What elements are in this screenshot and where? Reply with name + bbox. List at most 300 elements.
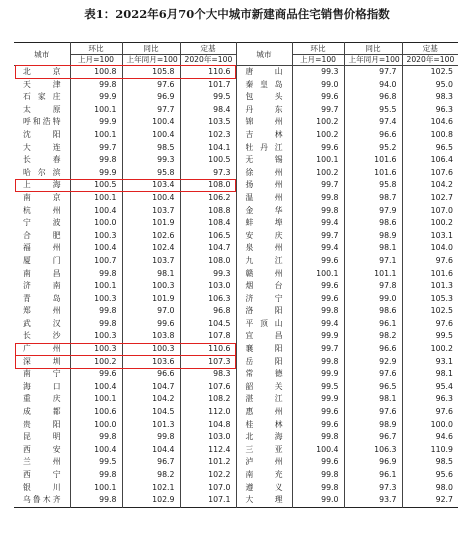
left-yoy-value: 102.4 [122, 242, 180, 255]
right-base-value: 100.8 [430, 129, 453, 139]
right-mom-value: 99.7 [292, 104, 344, 117]
header-yoy-sub-right: 上年同月=100 [344, 55, 402, 66]
left-mom-value: 100.1 [70, 482, 122, 495]
right-yoy-value: 96.8 [344, 91, 402, 104]
left-city-name: 武汉 [14, 318, 70, 331]
left-city-name: 厦门 [14, 255, 70, 268]
right-yoy-value: 97.3 [344, 482, 402, 495]
right-mom-value: 99.6 [292, 91, 344, 104]
table-row [14, 456, 458, 469]
right-base-value: 95.0 [435, 79, 453, 89]
header-base-left: 定基 [180, 43, 236, 55]
left-mom-value: 99.6 [70, 368, 122, 381]
left-city-name: 昆明 [14, 431, 70, 444]
right-city-name: 岳阳 [236, 356, 292, 369]
left-mom-value: 100.4 [70, 444, 122, 457]
right-base-value: 95.6 [435, 470, 453, 479]
right-base-value: 93.1 [435, 356, 453, 366]
header-mom-left: 环比 [70, 43, 122, 55]
right-city-name: 南充 [236, 469, 292, 482]
left-yoy-value: 104.4 [122, 444, 180, 457]
right-base-value: 97.6 [435, 407, 453, 417]
right-mom-value: 100.2 [292, 116, 344, 129]
right-city-name: 徐州 [236, 167, 292, 180]
header-city-right: 城市 [236, 43, 292, 66]
right-base-value: 107.0 [430, 205, 453, 215]
left-yoy-value: 103.4 [122, 179, 180, 192]
left-mom-value: 99.5 [70, 456, 122, 469]
table-row [14, 66, 458, 79]
table-row [14, 444, 458, 457]
right-mom-value: 99.9 [292, 330, 344, 343]
left-city-name: 重庆 [14, 393, 70, 406]
right-yoy-value: 92.9 [344, 356, 402, 369]
left-mom-value: 100.4 [70, 381, 122, 394]
left-base-value: 107.8 [180, 330, 236, 343]
left-yoy-value: 97.6 [122, 79, 180, 92]
left-base-value: 101.2 [180, 456, 236, 469]
table-body [14, 66, 458, 508]
left-yoy-value: 101.9 [122, 293, 180, 306]
left-city-name: 杭州 [14, 205, 70, 218]
left-mom-value: 100.4 [70, 205, 122, 218]
right-base-value: 98.3 [435, 92, 453, 102]
right-base-value: 102.5 [430, 67, 453, 76]
right-yoy-value: 96.6 [344, 343, 402, 356]
right-mom-value: 99.7 [292, 179, 344, 192]
left-yoy-value: 102.9 [122, 494, 180, 507]
right-yoy-value: 101.6 [344, 167, 402, 180]
left-yoy-value: 96.9 [122, 91, 180, 104]
left-city-name: 兰州 [14, 456, 70, 469]
left-base-value: 100.5 [180, 154, 236, 167]
right-yoy-value: 96.5 [344, 381, 402, 394]
right-base-value: 95.4 [435, 381, 453, 391]
left-mom-value: 99.9 [70, 116, 122, 129]
left-yoy-value: 102.6 [122, 230, 180, 243]
left-base-value: 104.1 [180, 142, 236, 155]
left-mom-value: 100.6 [70, 406, 122, 419]
right-mom-value: 100.1 [292, 268, 344, 281]
header-yoy-right: 同比 [344, 43, 402, 55]
header-city-left: 城市 [14, 43, 70, 66]
table-row [14, 192, 458, 205]
left-yoy-value: 95.8 [122, 167, 180, 180]
right-city-name: 牡丹江 [236, 142, 292, 155]
header-mom-sub-left: 上月=100 [70, 55, 122, 66]
right-yoy-value: 96.1 [344, 318, 402, 331]
right-yoy-value: 96.9 [344, 456, 402, 469]
left-city-name: 深圳 [14, 356, 70, 369]
right-yoy-value: 97.9 [344, 205, 402, 218]
table-row [14, 356, 458, 369]
left-base-value: 108.4 [180, 217, 236, 230]
left-city-name: 呼和浩特 [14, 116, 70, 129]
left-city-name: 青岛 [14, 293, 70, 306]
table-row [14, 280, 458, 293]
left-base-value: 112.0 [180, 406, 236, 419]
left-mom-value: 100.4 [70, 242, 122, 255]
left-city-name: 西宁 [14, 469, 70, 482]
left-base-value: 102.3 [180, 129, 236, 142]
right-city-name: 无锡 [236, 154, 292, 167]
left-base-value: 104.8 [180, 419, 236, 432]
left-yoy-value: 103.7 [122, 205, 180, 218]
right-yoy-value: 97.4 [344, 116, 402, 129]
left-yoy-value: 96.6 [122, 368, 180, 381]
right-yoy-value: 97.6 [344, 406, 402, 419]
right-yoy-value: 94.0 [344, 79, 402, 92]
left-mom-value: 99.8 [70, 494, 122, 507]
right-yoy-value: 98.6 [344, 217, 402, 230]
left-mom-value: 100.5 [70, 179, 122, 192]
right-mom-value: 99.6 [292, 406, 344, 419]
right-city-name: 襄阳 [236, 343, 292, 356]
right-city-name: 韶关 [236, 381, 292, 394]
right-city-name: 泸州 [236, 456, 292, 469]
left-base-value: 108.2 [180, 393, 236, 406]
right-mom-value: 99.6 [292, 419, 344, 432]
left-mom-value: 99.9 [70, 91, 122, 104]
right-mom-value: 99.8 [292, 356, 344, 369]
right-yoy-value: 96.6 [344, 129, 402, 142]
left-city-name: 南京 [14, 192, 70, 205]
left-city-name: 乌鲁木齐 [14, 494, 70, 507]
right-base-value: 106.4 [430, 155, 453, 165]
left-mom-value: 99.8 [70, 318, 122, 331]
right-yoy-value: 98.6 [344, 305, 402, 318]
table-row [14, 330, 458, 343]
left-base-value: 106.3 [180, 293, 236, 306]
right-base-value: 100.0 [430, 419, 453, 429]
left-mom-value: 100.0 [70, 217, 122, 230]
table-row [14, 381, 458, 394]
left-city-name: 南昌 [14, 268, 70, 281]
right-city-name: 唐山 [236, 66, 292, 79]
right-city-name: 泉州 [236, 242, 292, 255]
left-mom-value: 100.1 [70, 129, 122, 142]
right-city-name: 桂林 [236, 419, 292, 432]
right-mom-value: 99.0 [292, 494, 344, 507]
left-city-name: 天津 [14, 79, 70, 92]
right-yoy-value: 98.1 [344, 393, 402, 406]
left-base-value: 112.4 [180, 444, 236, 457]
table-row [14, 142, 458, 155]
left-city-name: 北京 [14, 66, 70, 79]
right-city-name: 平顶山 [236, 318, 292, 331]
right-mom-value: 99.4 [292, 217, 344, 230]
left-base-value: 106.5 [180, 230, 236, 243]
left-base-value: 104.7 [180, 242, 236, 255]
table-row [14, 406, 458, 419]
price-index-table [14, 42, 458, 508]
table-row [14, 268, 458, 281]
left-mom-value: 100.1 [70, 393, 122, 406]
right-base-value: 104.2 [430, 180, 453, 190]
right-city-name: 包头 [236, 91, 292, 104]
table-row [14, 129, 458, 142]
table-row [14, 482, 458, 495]
right-city-name: 锦州 [236, 116, 292, 129]
left-city-name: 成都 [14, 406, 70, 419]
right-mom-value: 99.6 [292, 280, 344, 293]
right-mom-value: 99.4 [292, 318, 344, 331]
right-mom-value: 99.8 [292, 482, 344, 495]
header-yoy-left: 同比 [122, 43, 180, 55]
right-mom-value: 99.8 [292, 192, 344, 205]
right-yoy-value: 97.6 [344, 368, 402, 381]
left-city-name: 西安 [14, 444, 70, 457]
right-mom-value: 99.6 [292, 255, 344, 268]
table-row [14, 469, 458, 482]
right-mom-value: 99.9 [292, 393, 344, 406]
right-base-value: 96.3 [435, 394, 453, 404]
left-yoy-value: 104.2 [122, 393, 180, 406]
left-base-value: 103.5 [180, 116, 236, 129]
right-base-value: 98.1 [435, 369, 453, 379]
right-base-value: 105.3 [430, 293, 453, 303]
right-yoy-value: 98.1 [344, 242, 402, 255]
table-row [14, 167, 458, 180]
right-yoy-value: 93.7 [344, 494, 402, 507]
left-yoy-value: 100.4 [122, 116, 180, 129]
left-base-value: 99.5 [180, 91, 236, 104]
left-yoy-value: 96.7 [122, 456, 180, 469]
left-base-value: 107.0 [180, 482, 236, 495]
left-mom-value: 100.3 [70, 343, 122, 356]
right-base-value: 99.5 [435, 331, 453, 341]
left-mom-value: 99.7 [70, 142, 122, 155]
left-yoy-value: 100.4 [122, 129, 180, 142]
left-yoy-value: 98.5 [122, 142, 180, 155]
left-mom-value: 100.2 [70, 356, 122, 369]
right-city-name: 湛江 [236, 393, 292, 406]
right-city-name: 遵义 [236, 482, 292, 495]
right-mom-value: 99.3 [292, 66, 344, 79]
left-city-name: 银川 [14, 482, 70, 495]
right-yoy-value: 98.7 [344, 192, 402, 205]
right-base-value: 103.1 [430, 230, 453, 240]
table-title: 表1：2022年6月70个大中城市新建商品住宅销售价格指数 [84, 7, 390, 21]
left-mom-value: 99.9 [70, 167, 122, 180]
right-city-name: 温州 [236, 192, 292, 205]
right-yoy-value: 98.9 [344, 230, 402, 243]
right-yoy-value: 99.0 [344, 293, 402, 306]
right-yoy-value: 95.2 [344, 142, 402, 155]
left-base-value: 103.0 [180, 431, 236, 444]
left-base-value: 110.6 [180, 343, 236, 356]
right-mom-value: 99.6 [292, 456, 344, 469]
left-yoy-value: 105.8 [122, 66, 180, 79]
right-city-name: 洛阳 [236, 305, 292, 318]
left-mom-value: 100.7 [70, 255, 122, 268]
right-mom-value: 99.4 [292, 242, 344, 255]
right-mom-value: 99.6 [292, 293, 344, 306]
table-row [14, 79, 458, 92]
left-base-value: 102.2 [180, 469, 236, 482]
table-row [14, 431, 458, 444]
left-city-name: 沈阳 [14, 129, 70, 142]
left-mom-value: 100.3 [70, 293, 122, 306]
left-city-name: 大连 [14, 142, 70, 155]
right-city-name: 济宁 [236, 293, 292, 306]
right-mom-value: 99.8 [292, 305, 344, 318]
left-city-name: 郑州 [14, 305, 70, 318]
left-city-name: 哈尔滨 [14, 167, 70, 180]
right-city-name: 蚌埠 [236, 217, 292, 230]
left-mom-value: 99.8 [70, 268, 122, 281]
header-base-sub-right: 2020年=100 [402, 55, 458, 66]
left-base-value: 107.1 [180, 494, 236, 507]
table-row [14, 116, 458, 129]
left-mom-value: 99.8 [70, 469, 122, 482]
right-base-value: 94.6 [435, 432, 453, 442]
header-base-right: 定基 [402, 43, 458, 55]
left-base-value: 107.3 [180, 356, 236, 369]
table-row [14, 217, 458, 230]
table-row [14, 255, 458, 268]
left-yoy-value: 100.4 [122, 192, 180, 205]
left-base-value: 107.6 [180, 381, 236, 394]
left-yoy-value: 99.3 [122, 154, 180, 167]
header-yoy-sub-left: 上年同月=100 [122, 55, 180, 66]
left-city-name: 合肥 [14, 230, 70, 243]
left-base-value: 110.6 [180, 66, 236, 79]
right-city-name: 赣州 [236, 268, 292, 281]
right-mom-value: 99.8 [292, 205, 344, 218]
left-yoy-value: 98.1 [122, 268, 180, 281]
left-city-name: 石家庄 [14, 91, 70, 104]
right-yoy-value: 95.5 [344, 104, 402, 117]
right-mom-value: 100.4 [292, 444, 344, 457]
right-city-name: 九江 [236, 255, 292, 268]
left-mom-value: 99.8 [70, 305, 122, 318]
table-row [14, 179, 458, 192]
right-yoy-value: 101.1 [344, 268, 402, 281]
left-city-name: 福州 [14, 242, 70, 255]
table-row [14, 242, 458, 255]
left-city-name: 长春 [14, 154, 70, 167]
left-base-value: 108.0 [180, 179, 236, 192]
left-yoy-value: 103.8 [122, 330, 180, 343]
right-city-name: 烟台 [236, 280, 292, 293]
right-base-value: 101.3 [430, 281, 453, 291]
right-base-value: 107.6 [430, 167, 453, 177]
left-base-value: 98.4 [180, 104, 236, 117]
left-city-name: 贵阳 [14, 419, 70, 432]
table-row [14, 104, 458, 117]
right-city-name: 北海 [236, 431, 292, 444]
left-yoy-value: 104.5 [122, 406, 180, 419]
left-city-name: 长沙 [14, 330, 70, 343]
right-city-name: 大理 [236, 494, 292, 507]
right-base-value: 100.2 [430, 218, 453, 228]
table-row [14, 305, 458, 318]
right-base-value: 97.6 [435, 318, 453, 328]
right-base-value: 98.5 [435, 457, 453, 467]
left-mom-value: 100.1 [70, 104, 122, 117]
left-yoy-value: 97.7 [122, 104, 180, 117]
left-mom-value: 99.8 [70, 154, 122, 167]
right-base-value: 100.2 [430, 344, 453, 354]
table-row [14, 419, 458, 432]
right-city-name: 秦皇岛 [236, 79, 292, 92]
right-city-name: 安庆 [236, 230, 292, 243]
left-yoy-value: 101.9 [122, 217, 180, 230]
right-base-value: 110.9 [430, 444, 453, 454]
left-yoy-value: 103.7 [122, 255, 180, 268]
right-yoy-value: 106.3 [344, 444, 402, 457]
left-base-value: 96.8 [180, 305, 236, 318]
left-base-value: 99.3 [180, 268, 236, 281]
right-mom-value: 99.8 [292, 469, 344, 482]
right-yoy-value: 97.7 [344, 66, 402, 79]
left-yoy-value: 104.7 [122, 381, 180, 394]
table-row [14, 293, 458, 306]
right-yoy-value: 96.1 [344, 469, 402, 482]
right-base-value: 101.6 [430, 268, 453, 278]
right-mom-value: 99.8 [292, 431, 344, 444]
right-mom-value: 99.7 [292, 343, 344, 356]
left-city-name: 上海 [14, 179, 70, 192]
right-yoy-value: 101.6 [344, 154, 402, 167]
right-yoy-value: 97.1 [344, 255, 402, 268]
left-yoy-value: 102.1 [122, 482, 180, 495]
right-mom-value: 100.1 [292, 154, 344, 167]
left-base-value: 106.2 [180, 192, 236, 205]
table-row [14, 205, 458, 218]
left-base-value: 104.5 [180, 318, 236, 331]
right-mom-value: 99.6 [292, 142, 344, 155]
left-mom-value: 99.8 [70, 431, 122, 444]
left-mom-value: 100.3 [70, 230, 122, 243]
table-row [14, 368, 458, 381]
right-mom-value: 99.7 [292, 230, 344, 243]
right-city-name: 宜昌 [236, 330, 292, 343]
header-mom-sub-right: 上月=100 [292, 55, 344, 66]
table-row [14, 343, 458, 356]
right-base-value: 97.6 [435, 255, 453, 265]
left-city-name: 宁波 [14, 217, 70, 230]
right-yoy-value: 98.2 [344, 330, 402, 343]
right-yoy-value: 95.8 [344, 179, 402, 192]
left-base-value: 108.8 [180, 205, 236, 218]
left-mom-value: 100.1 [70, 280, 122, 293]
left-yoy-value: 97.0 [122, 305, 180, 318]
right-base-value: 104.0 [430, 243, 453, 253]
right-mom-value: 99.9 [292, 368, 344, 381]
left-mom-value: 100.1 [70, 192, 122, 205]
table-row [14, 318, 458, 331]
right-city-name: 扬州 [236, 179, 292, 192]
left-yoy-value: 100.3 [122, 343, 180, 356]
right-base-value: 98.0 [435, 482, 453, 492]
left-mom-value: 100.0 [70, 419, 122, 432]
right-yoy-value: 96.7 [344, 431, 402, 444]
right-yoy-value: 98.9 [344, 419, 402, 432]
left-mom-value: 100.3 [70, 330, 122, 343]
left-yoy-value: 101.3 [122, 419, 180, 432]
left-city-name: 济南 [14, 280, 70, 293]
table-row [14, 230, 458, 243]
table-row [14, 91, 458, 104]
right-mom-value: 100.2 [292, 129, 344, 142]
left-city-name: 南宁 [14, 368, 70, 381]
right-yoy-value: 97.8 [344, 280, 402, 293]
table-row [14, 393, 458, 406]
left-mom-value: 99.8 [70, 79, 122, 92]
left-yoy-value: 103.6 [122, 356, 180, 369]
